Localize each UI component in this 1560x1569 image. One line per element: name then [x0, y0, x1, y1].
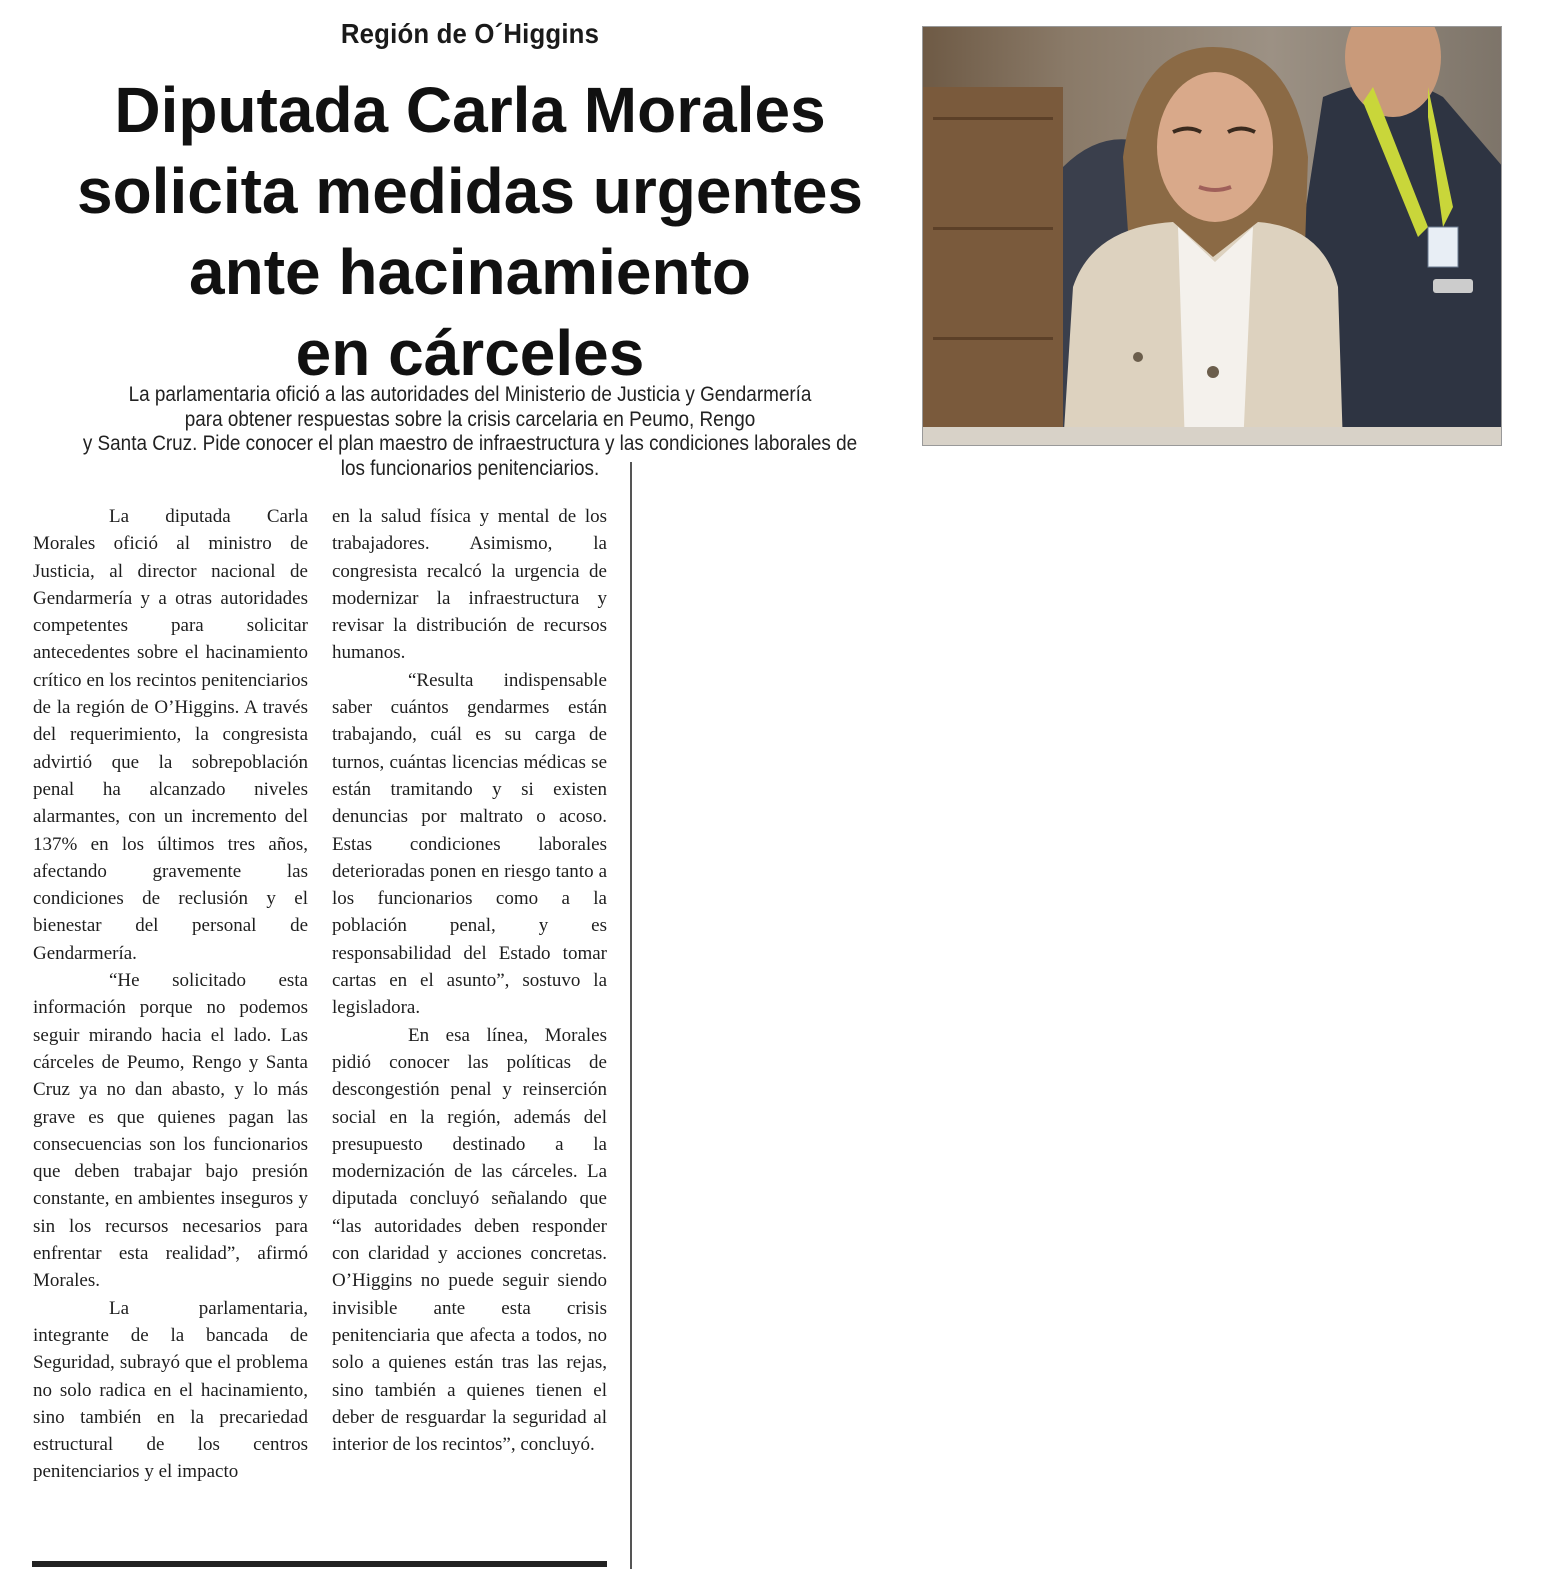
woman-face [1157, 72, 1273, 222]
cabinet-line [933, 337, 1053, 340]
body-column-2 [332, 503, 607, 1458]
body-paragraph: La parlamentaria, integrante de la bancada de Seguridad, subrayó que el problema no solo radica en el hacinamiento, sino también en la precariedad estructural de los centros penitenciarios y el impacto [33, 1297, 308, 1483]
deck-subtitle [65, 383, 875, 481]
headline-line: ante hacinamiento [189, 236, 751, 308]
deck-line: los funcionarios penitenciarios. [340, 456, 600, 480]
coat-button [1133, 352, 1143, 362]
headline-line: en cárceles [295, 317, 645, 389]
wood-cabinet [923, 87, 1063, 446]
column-divider [630, 462, 632, 1569]
photo-illustration [923, 27, 1502, 446]
headline-line: solicita medidas urgentes [76, 155, 864, 227]
body-paragraph: “He solicitado esta información porque no podemos seguir mirando hacia el lado. Las cárceles de Peumo, Rengo y Santa Cruz ya no dan abasto, y lo más grave es que quienes pagan las consecuencias son los funcionarios que deben trabajar bajo presión constante, en ambientes inseguros y sin los recursos necesarios para enfrentar esta realidad”, afirmó Morales. [33, 970, 308, 1292]
bottom-rule [32, 1561, 607, 1567]
cabinet-line [933, 117, 1053, 120]
id-badge [1428, 227, 1458, 267]
deck-line: para obtener respuestas sobre la crisis carcelaria en Peumo, Rengo [184, 407, 756, 431]
deck-line: y Santa Cruz. Pide conocer el plan maestro de infraestructura y las condiciones laborales de [82, 432, 858, 455]
body-paragraph: En esa línea, Morales pidió conocer las políticas de descongestión penal y reinserción social en la región, además del presupuesto destinado a la modernización de las cárceles. La diputada concluyó señalando que “las autoridades deben responder con claridad y acciones concretas. O’Higgins no puede seguir siendo invisible ante esta crisis penitenciaria que afecta a todos, no solo a quienes están tras las rejas, sino también a quienes tienen el deber de resguardar la seguridad al interior de los recintos”, concluyó. [332, 1024, 607, 1456]
deck-line: La parlamentaria ofició a las autoridades del Ministerio de Justicia y Gendarmería [128, 383, 812, 406]
headline-line: Diputada Carla Morales [114, 74, 826, 146]
coat-button [1207, 366, 1219, 378]
body-column-1 [33, 503, 308, 1486]
headline [20, 70, 920, 394]
body-paragraph: “Resulta indispensable saber cuántos gendarmes están trabajando, cuál es su carga de turnos, cuántas licencias médicas se están tramitando y si existen denuncias por maltrato o acoso. Estas condiciones laborales deterioradas ponen en riesgo tanto a los funcionarios como a la población penal, y es responsabilidad del Estado tomar cartas en el asunto”, sostuvo la legisladora. [332, 669, 607, 1019]
news-photo [922, 26, 1502, 446]
body-paragraph: La diputada Carla Morales ofició al ministro de Justicia, al director nacional de Gendarmería y a otras autoridades competentes para solicitar antecedentes sobre el hacinamiento crítico en los recintos penitenciarios de la región de O’Higgins. A través del requerimiento, la congresista advirtió que la sobrepoblación penal ha alcanzado niveles alarmantes, con un incremento del 137% en los últimos tres años, afectando gravemente las condiciones de reclusión y el bienestar del personal de Gendarmería. [33, 506, 308, 964]
cabinet-line [933, 227, 1053, 230]
section-kicker: Región de O´Higgins [340, 18, 600, 49]
phone [1433, 279, 1473, 293]
body-paragraph: en la salud física y mental de los trabajadores. Asimismo, la congresista recalcó la urgencia de modernizar la infraestructura y revisar la distribución de recursos humanos. [332, 506, 607, 664]
desk-edge [923, 427, 1502, 446]
